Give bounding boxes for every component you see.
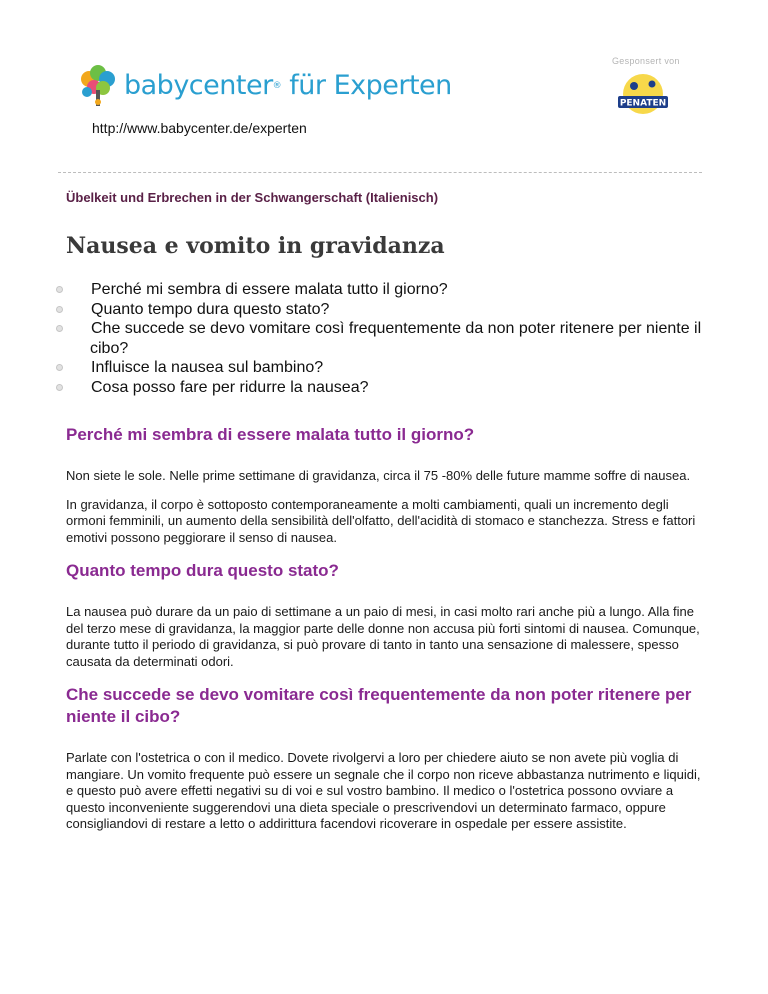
bullet-icon [56, 325, 63, 332]
toc-item[interactable] [56, 300, 706, 320]
toc-item[interactable] [56, 358, 706, 378]
section-heading: Perché mi sembra di essere malata tutto il giorno? [66, 425, 475, 444]
toc-item-label: Cosa posso fare per ridurre la nausea? [91, 378, 369, 396]
tree-logo-icon [78, 64, 118, 108]
bullet-icon [56, 364, 63, 371]
toc-item-label: Influisce la nausea sul bambino? [91, 359, 324, 376]
page-title: Nausea e vomito in gravidanza [66, 233, 445, 259]
site-url[interactable]: http://www.babycenter.de/experten [92, 120, 307, 136]
section-vomito [66, 684, 702, 833]
table-of-contents [56, 280, 706, 397]
logo-brand: babycenter [124, 70, 273, 101]
sponsor-name: PENATEN [619, 98, 667, 109]
document-subtitle: Übelkeit und Erbrechen in der Schwangerschaft (Italienisch) [66, 190, 439, 205]
toc-item[interactable] [56, 319, 706, 358]
toc-item[interactable] [56, 280, 706, 300]
toc-item-label: Perché mi sembra di essere malata tutto il giorno? [91, 281, 448, 298]
section-heading: Quanto tempo dura questo stato? [66, 561, 339, 580]
paragraph: Parlate con l'ostetrica o con il medico. Dovete rivolgervi a loro per chiedere aiuto se non avete più voglia di mangiare. Un vomito frequente può essere un segnale che il corpo non riceve abbastanza nutrimento e liquidi, e questo può avere effetti negativi su di voi e sul vostro bambino. Il medico o l'ostetrica possono ovviare a questo inconveniente suggerendovi una dieta speciale o prescrivendovi un determinato farmaco, oppure consigliandovi di restare a letto o addirittura facendovi ricoverare in ospedale per essere assistite. [66, 750, 701, 831]
bullet-icon [56, 286, 63, 293]
section-heading: Che succede se devo vomitare così frequentemente da non poter ritenere per niente il cibo? [66, 685, 692, 726]
bullet-icon [56, 306, 63, 313]
toc-item[interactable] [56, 378, 706, 398]
page-header [0, 0, 768, 170]
paragraph: La nausea può durare da un paio di settimane a un paio di mesi, in casi molto rari anche più a lungo. Alla fine del terzo mese di gravidanza, la maggior parte delle donne non accusa più forti sintomi di nausea. Comunque, durante tutto il periodo di gravidanza, si può provare di tanto in tanto una sensazione di malessere, spesso causata da determinati odori. [66, 604, 700, 669]
section-malata [66, 424, 702, 546]
paragraph: Non siete le sole. Nelle prime settimane di gravidanza, circa il 75 -80% delle future mamme soffre di nausea. [66, 468, 691, 483]
article-content [66, 424, 702, 847]
logo-wordmark: babycenter® für Experten [124, 70, 452, 101]
toc-item-label: Quanto tempo dura questo stato? [91, 300, 330, 318]
sponsor-label: Gesponsert von [612, 56, 680, 66]
toc-item-label: Che succede se devo vomitare così frequentemente da non poter ritenere per niente il cibo? [90, 320, 702, 357]
bullet-icon [56, 384, 63, 391]
paragraph: In gravidanza, il corpo è sottoposto contemporaneamente a molti cambiamenti, quali un incremento degli ormoni femminili, un aumento della sensibilità dell'olfatto, dell'acidità di stomaco e stanchezza. Stress e fattori emotivi possono peggiorare il senso di nausea. [66, 496, 696, 545]
babycenter-logo[interactable] [78, 64, 452, 108]
logo-suffix: für Experten [289, 70, 452, 101]
sponsor-logo[interactable] [612, 72, 674, 116]
dashed-divider [58, 172, 702, 173]
section-durata [66, 560, 702, 670]
